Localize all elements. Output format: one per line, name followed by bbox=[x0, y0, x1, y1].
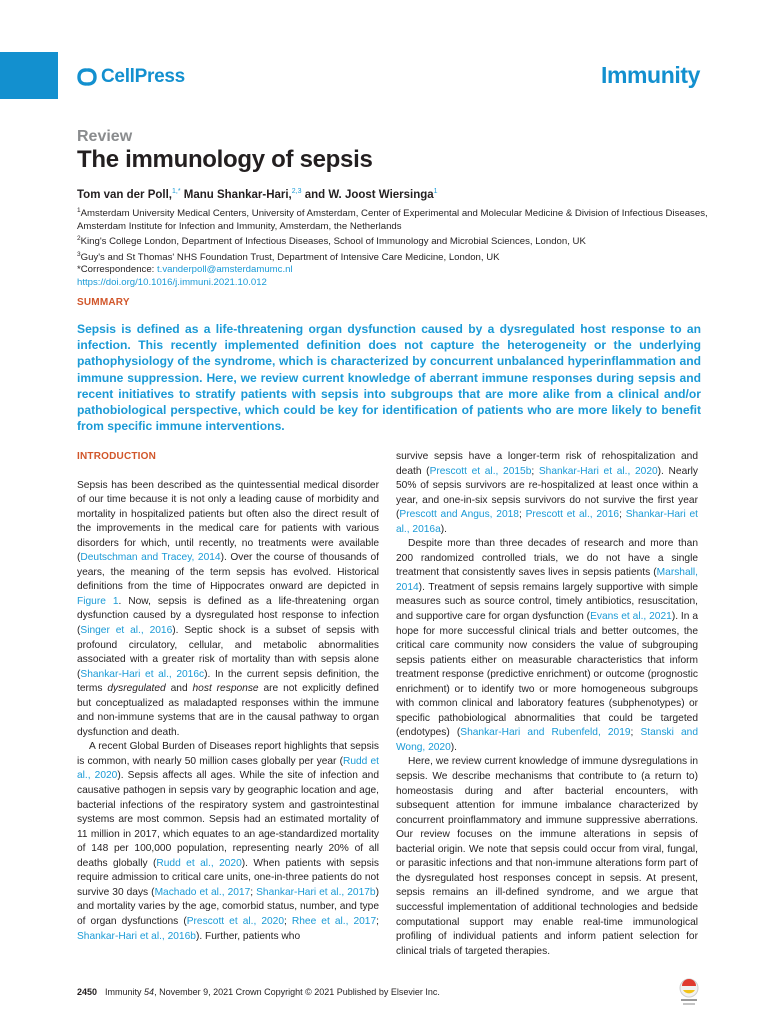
correspondence-email-link[interactable]: t.vanderpoll@amsterdamumc.nl bbox=[157, 264, 293, 276]
header-color-tab bbox=[0, 52, 58, 99]
crossmark-icon[interactable] bbox=[678, 978, 700, 1008]
body-text: ). When patients with sepsis require admission to critical care units, one-in-three patients do not survive 30 days ( bbox=[77, 857, 379, 898]
body-text: Sepsis has been described as the quintessential medical disorder of our time because it is not only a leading cause of morbidity and mortality in hospitalized patients but often also the direct result of the improvements in the medical care for patients with various disorders for which, until recently, no treatments were available ( bbox=[77, 479, 379, 564]
page-footer bbox=[77, 987, 440, 997]
body-text: ). bbox=[450, 741, 457, 753]
publisher-name: CellPress bbox=[101, 66, 185, 87]
article-type: Review bbox=[77, 128, 133, 145]
author-affiliation-ref[interactable]: 1,* bbox=[172, 188, 181, 195]
author-name[interactable]: Manu Shankar-Hari, bbox=[180, 188, 292, 201]
body-text: ; bbox=[619, 509, 626, 521]
citation-link[interactable]: Shankar-Hari et al., 2016a bbox=[396, 509, 698, 535]
introduction-heading: INTRODUCTION bbox=[77, 451, 157, 462]
citation-link[interactable]: Rudd et al., 2020 bbox=[77, 755, 379, 782]
doi bbox=[77, 277, 717, 289]
author-list bbox=[77, 188, 438, 201]
body-text: ). Septic shock is a subset of sepsis with profound circulatory, cellular, and metabolic abnormalities associated with a greater risk of mortality than with sepsis alone ( bbox=[77, 625, 379, 680]
footer-volume: 54 bbox=[144, 987, 155, 997]
body-text: ; bbox=[518, 509, 526, 521]
page-number: 2450 bbox=[77, 987, 98, 997]
correspondence-label: *Correspondence: bbox=[77, 264, 157, 276]
summary-heading: SUMMARY bbox=[77, 297, 130, 308]
body-text: Here, we review current knowledge of immune dysregulations in sepsis. We describe mechanisms that contribute to (a return to) homeostasis during and after bacterial encounters, with subsequent attention for immune imbalance characterized by concurrent proinflammatory and immune suppressive aberrations. Our review focuses on the immune alterations in sepsis of bacterial origin. We note that sepsis could occur from viral, fungal, or parasitic infections and that non-immune alterations form part of the dysregulated host responses concept in sepsis. At present, sepsis remains an ill-defined syndrome, and we argue that successful implementation of additional technologies and bedside computational support may enable real-time immunological profiling of individual patients and inform patient selection for clinical trials of targeted therapies. bbox=[396, 756, 698, 957]
affiliations bbox=[77, 205, 717, 289]
affiliation-number: 1 bbox=[77, 207, 81, 214]
cellpress-logo[interactable] bbox=[77, 66, 185, 88]
author-name[interactable]: and W. Joost Wiersinga bbox=[301, 188, 434, 201]
body-text: ). In the current sepsis definition, the terms bbox=[77, 668, 380, 695]
citation-link[interactable]: Stanski and Wong, 2020 bbox=[396, 727, 698, 753]
cellpress-mark-icon bbox=[77, 68, 97, 86]
intro-paragraph-4 bbox=[396, 537, 698, 755]
author-affiliation-ref[interactable]: 1 bbox=[433, 188, 438, 195]
body-text: ). Treatment of sepsis remains largely supportive with simple measures such as source control, timely antibiotics, resuscitation, and supportive care for organ dysfunction ( bbox=[396, 581, 698, 623]
citation-link[interactable]: Shankar-Hari et al., 2020 bbox=[538, 465, 658, 477]
citation-link[interactable]: Prescott et al., 2020 bbox=[186, 915, 284, 927]
citation-link[interactable]: Rudd et al., 2020 bbox=[156, 857, 242, 869]
body-text: Despite more than three decades of research and more than 200 randomized controlled trials, we do not have a single treatment that consistently saves lives in sepsis patients ( bbox=[396, 538, 698, 579]
citation-link[interactable]: Shankar-Hari et al., 2016b bbox=[77, 930, 196, 942]
intro-paragraph-1 bbox=[77, 479, 379, 741]
body-text: ). Further, patients who bbox=[195, 930, 301, 942]
right-column bbox=[396, 450, 698, 959]
affiliation bbox=[77, 233, 717, 249]
citation-link[interactable]: Shankar-Hari and Rubenfeld, 2019 bbox=[460, 727, 631, 739]
citation-link[interactable]: Shankar-Hari et al., 2017b bbox=[256, 886, 376, 898]
emphasized-term: host response bbox=[192, 683, 259, 695]
emphasized-term: dysregulated bbox=[107, 683, 166, 695]
citation-link[interactable]: Marshall, 2014 bbox=[396, 567, 698, 593]
body-text: ). Nearly 50% of sepsis survivors are re-hospitalized at least once within a year, and one-in-six sepsis survivors do not survive the first year ( bbox=[396, 465, 698, 521]
body-text: ) and mortality varies by the age, comorbid status, number, and type of organ dysfunctions ( bbox=[77, 886, 379, 927]
body-text: ; bbox=[376, 915, 379, 927]
citation-link[interactable]: Prescott et al., 2015b bbox=[429, 465, 532, 477]
body-text: and bbox=[165, 683, 193, 695]
author-name[interactable]: Tom van der Poll, bbox=[77, 188, 172, 201]
doi-link[interactable]: https://doi.org/10.1016/j.immuni.2021.10.012 bbox=[77, 276, 267, 288]
journal-name[interactable]: Immunity bbox=[600, 62, 700, 88]
left-column bbox=[77, 450, 379, 944]
citation-link[interactable]: Figure 1 bbox=[77, 595, 119, 607]
body-text: are not explicitly defined but conceptualized as maladapted responses within the immune and non-immune systems that are in the causal pathway to organ dysfunction and death. bbox=[77, 683, 379, 738]
summary-text: Sepsis is defined as a life-threatening organ dysfunction caused by a dysregulated host response to an infection. This recently implemented definition does not capture the heterogeneity or the underlying pathophysiology of the syndrome, which is characterized by concurrent unbalanced hyperinflammation and immune suppression. Here, we review current knowledge of aberrant immune responses during sepsis and recent initiatives to stratify patients with sepsis into subgroups that are more alike from a clinical and/or pathobiological perspective, which could be key for identification of patients who are more likely to benefit from specific immune interventions. bbox=[77, 322, 701, 434]
author-affiliation-ref[interactable]: 2,3 bbox=[291, 188, 302, 195]
affiliation-number: 3 bbox=[77, 250, 81, 258]
citation-link[interactable]: Deutschman and Tracey, 2014 bbox=[80, 552, 221, 564]
body-text: . Now, sepsis is defined as a life-threatening organ dysfunction caused by a dysregulated host response to infection ( bbox=[77, 595, 379, 637]
affiliation-number: 2 bbox=[77, 235, 81, 242]
citation-link[interactable]: Prescott et al., 2016 bbox=[525, 509, 620, 521]
correspondence bbox=[77, 264, 717, 276]
affiliation-text: King's College London, Department of Infectious Diseases, School of Immunology and Microbial Sciences, London, UK bbox=[80, 236, 586, 248]
affiliation bbox=[77, 249, 717, 265]
body-text: ). Sepsis affects all ages. While the site of infection and causative pathogen in sepsis vary by geographic location and age, bacterial infections of the respiratory system and gastrointestinal systems are most common. Sepsis had an estimated mortality of 11 million in 2017, which equates to an age-standardized mortality of 148 per 100,000 population, representing nearly 20% of all deaths globally ( bbox=[77, 770, 379, 869]
citation-link[interactable]: Machado et al., 2017 bbox=[154, 886, 251, 898]
citation-link[interactable]: Shankar-Hari et al., 2016c bbox=[80, 668, 205, 680]
body-text: ). In a hope for more successful clinical trials and better outcomes, the critical care community now considers the value of subgrouping sepsis patients either on measurable characteristics that inform treatment response (predictive enrichment) or outcome (prognostic enrichment) or to identify two or more homogeneous subgroups with common clinical and laboratory features (subphenotypes) or specific pathobiological abnormalities that could be targeted (endotypes) ( bbox=[396, 611, 698, 739]
affiliation bbox=[77, 205, 717, 233]
body-text: ). Over the course of thousands of years, the meaning of the term sepsis has evolved. Historical definitions from the time of Hippocrates onward are depicted in bbox=[77, 552, 379, 593]
body-text: ; bbox=[531, 465, 539, 477]
intro-paragraph-3 bbox=[396, 450, 698, 537]
citation-link[interactable]: Singer et al., 2016 bbox=[80, 625, 173, 637]
body-text: ; bbox=[630, 727, 641, 739]
citation-link[interactable]: Rhee et al., 2017 bbox=[291, 915, 377, 927]
intro-paragraph-2 bbox=[77, 740, 379, 944]
footer-copyright: , November 9, 2021 Crown Copyright © 2021 Published by Elsevier Inc. bbox=[154, 987, 440, 997]
affiliation-text: Guy's and St Thomas' NHS Foundation Trust, Department of Intensive Care Medicine, London, UK bbox=[80, 251, 500, 263]
citation-link[interactable]: Prescott and Angus, 2018 bbox=[399, 509, 519, 521]
body-text: A recent Global Burden of Diseases report highlights that sepsis is common, with nearly 50 million cases globally per year ( bbox=[77, 741, 379, 767]
body-text: survive sepsis have a longer-term risk of rehospitalization and death ( bbox=[396, 451, 698, 477]
affiliation-text: Amsterdam University Medical Centers, University of Amsterdam, Center of Experimental and Molecular Medicine & Division of Infectious Diseases, Amsterdam Institute for Infection and Immunity, Amsterdam, the Netherlands bbox=[77, 208, 708, 232]
citation-link[interactable]: Evans et al., 2021 bbox=[590, 611, 672, 623]
footer-journal: Immunity bbox=[105, 987, 145, 997]
article-title: The immunology of sepsis bbox=[77, 146, 373, 173]
body-text: ; bbox=[250, 886, 257, 898]
body-text: ; bbox=[284, 915, 292, 927]
intro-paragraph-5 bbox=[396, 755, 698, 959]
body-text: ). bbox=[440, 523, 447, 535]
